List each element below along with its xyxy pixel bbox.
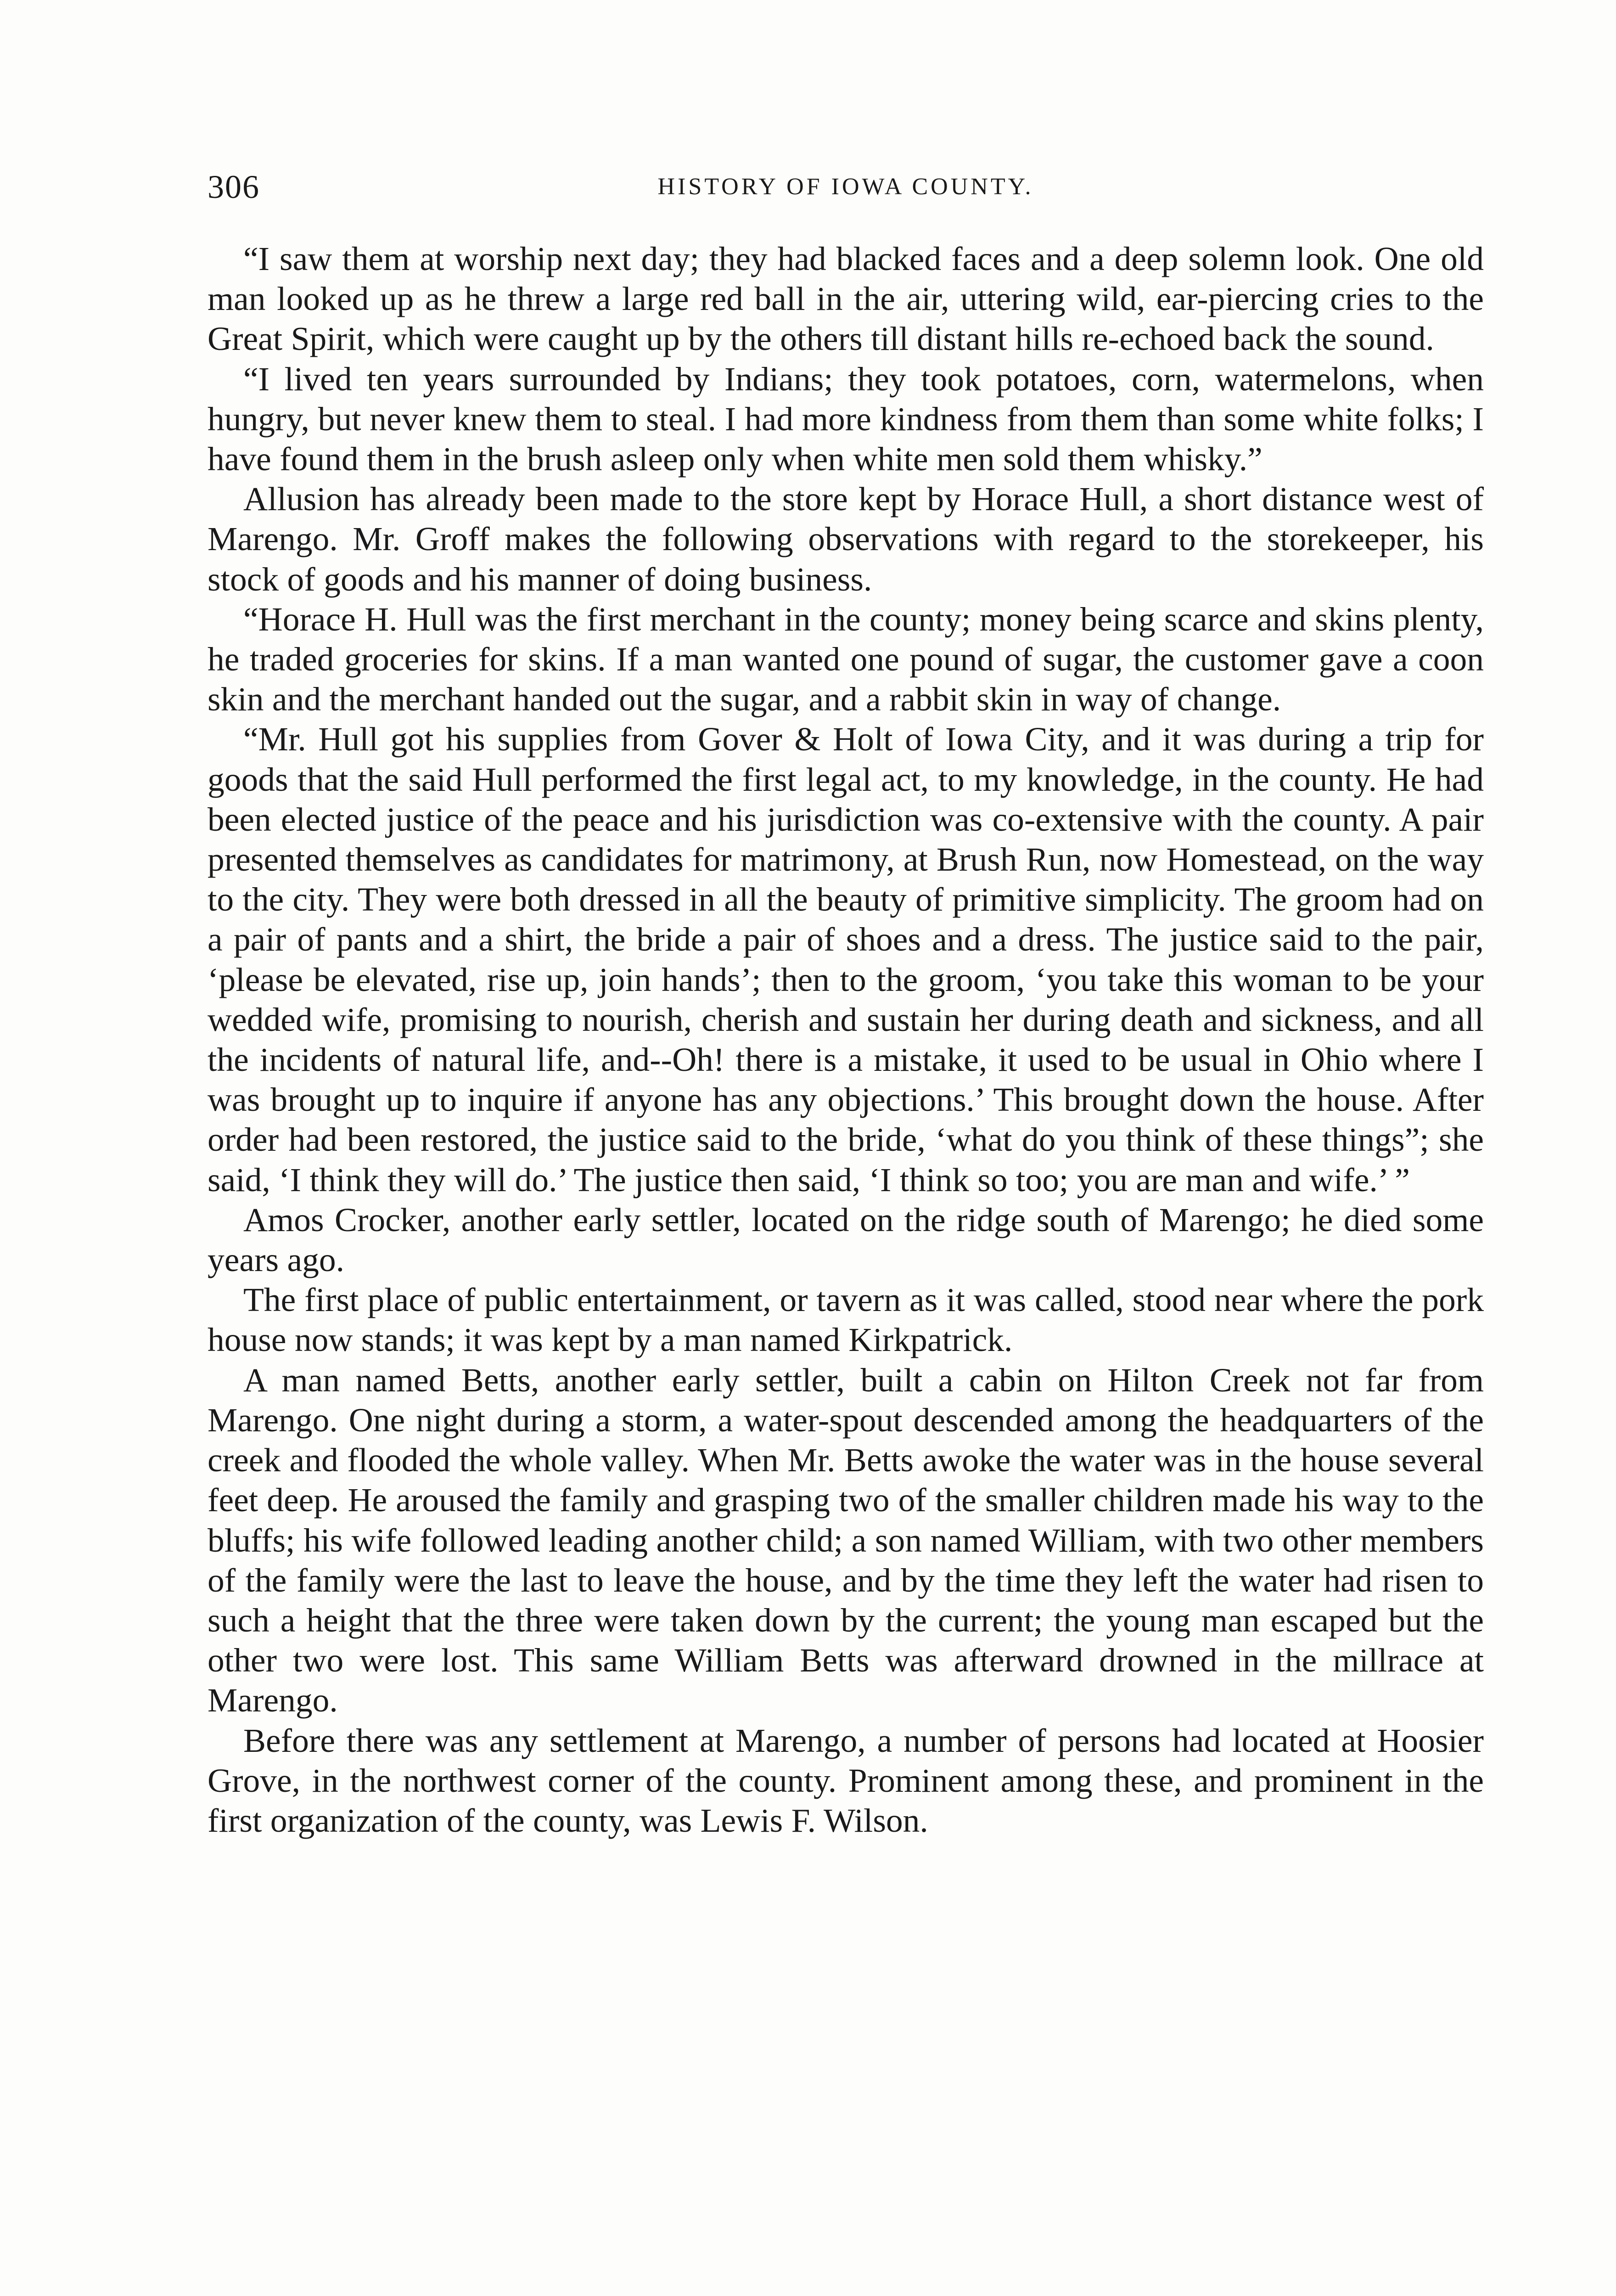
paragraph-first-merchant: “Horace H. Hull was the first merchant in the county; money being scarce and skins plenty, he traded groceries for skins. If a man wanted one pound of sugar, the customer gave a coon skin and the merchant handed out the sugar, and a rabbit skin in way of change. bbox=[208, 600, 1484, 718]
running-head bbox=[208, 166, 1484, 208]
paragraph-legal-act: “Mr. Hull got his supplies from Gover & Holt of Iowa City, and it was during a trip for goods that the said Hull performed the first legal act, to my knowledge, in the county. He had been elected justice of the peace and his jurisdiction was co-extensive with the county. A pair presented themselves as candidates for matrimony, at Brush Run, now Homestead, on the way to the city. They were both dressed in all the beauty of primitive simplicity. The groom had on a pair of pants and a shirt, the bride a pair of shoes and a dress. The justice said to the pair, ‘please be elevated, rise up, join hands’; then to the groom, ‘you take this woman to be your wedded wife, promising to nourish, cherish and sustain her during death and sickness, and all the incidents of natural life, and--Oh! there is a mistake, it used to be usual in Ohio where I was brought up to inquire if anyone has any objections.’ This brought down the house. After order had been restored, the justice said to the bride, ‘what do you think of these things”; she said, ‘I think they will do.’ The justice then said, ‘I think so too; you are man and wife.’ ” bbox=[208, 720, 1484, 1199]
running-title: HISTORY OF IOWA COUNTY. bbox=[657, 174, 1034, 200]
paragraph-allusion: Allusion has already been made to the store kept by Horace Hull, a short distance west of Marengo. Mr. Groff makes the following observations with regard to the storekeeper, his stock of goods and his manner of doing business. bbox=[208, 480, 1484, 598]
paragraph-worship: “I saw them at worship next day; they had blacked faces and a deep solemn look. One old man looked up as he threw a large red ball in the air, uttering wild, ear-piercing cries to the Great Spirit, which were caught up by the others till distant hills re-echoed back the sound. bbox=[208, 240, 1484, 358]
paragraph-betts: A man named Betts, another early settler, built a cabin on Hilton Creek not far from Marengo. One night during a storm, a water-spout descended among the headquarters of the creek and flooded the whole valley. When Mr. Betts awoke the water was in the house several feet deep. He aroused the family and grasping two of the smaller children made his way to the bluffs; his wife followed leading another child; a son named William, with two other members of the family were the last to leave the house, and by the time they left the water had risen to such a height that the three were taken down by the current; the young man escaped but the other two were lost. This same William Betts was afterward drowned in the millrace at Marengo. bbox=[208, 1361, 1484, 1719]
body-text bbox=[208, 239, 1484, 1840]
paragraph-tavern: The first place of public entertainment, or tavern as it was called, stood near where the pork house now stands; it was kept by a man named Kirkpatrick. bbox=[208, 1281, 1484, 1359]
paragraph-hoosier-grove: Before there was any settlement at Marengo, a number of persons had located at Hoosier Grove, in the northwest corner of the county. Prominent among these, and prominent in the first organization of the county, was Lewis F. Wilson. bbox=[208, 1722, 1484, 1839]
paragraph-amos-crocker: Amos Crocker, another early settler, located on the ridge south of Marengo; he died some years ago. bbox=[208, 1201, 1484, 1279]
page-number: 306 bbox=[208, 169, 260, 205]
paragraph-indians: “I lived ten years surrounded by Indians; they took potatoes, corn, watermelons, when hungry, but never knew them to steal. I had more kindness from them than some white folks; I have found them in the brush asleep only when white men sold them whisky.” bbox=[208, 360, 1484, 478]
